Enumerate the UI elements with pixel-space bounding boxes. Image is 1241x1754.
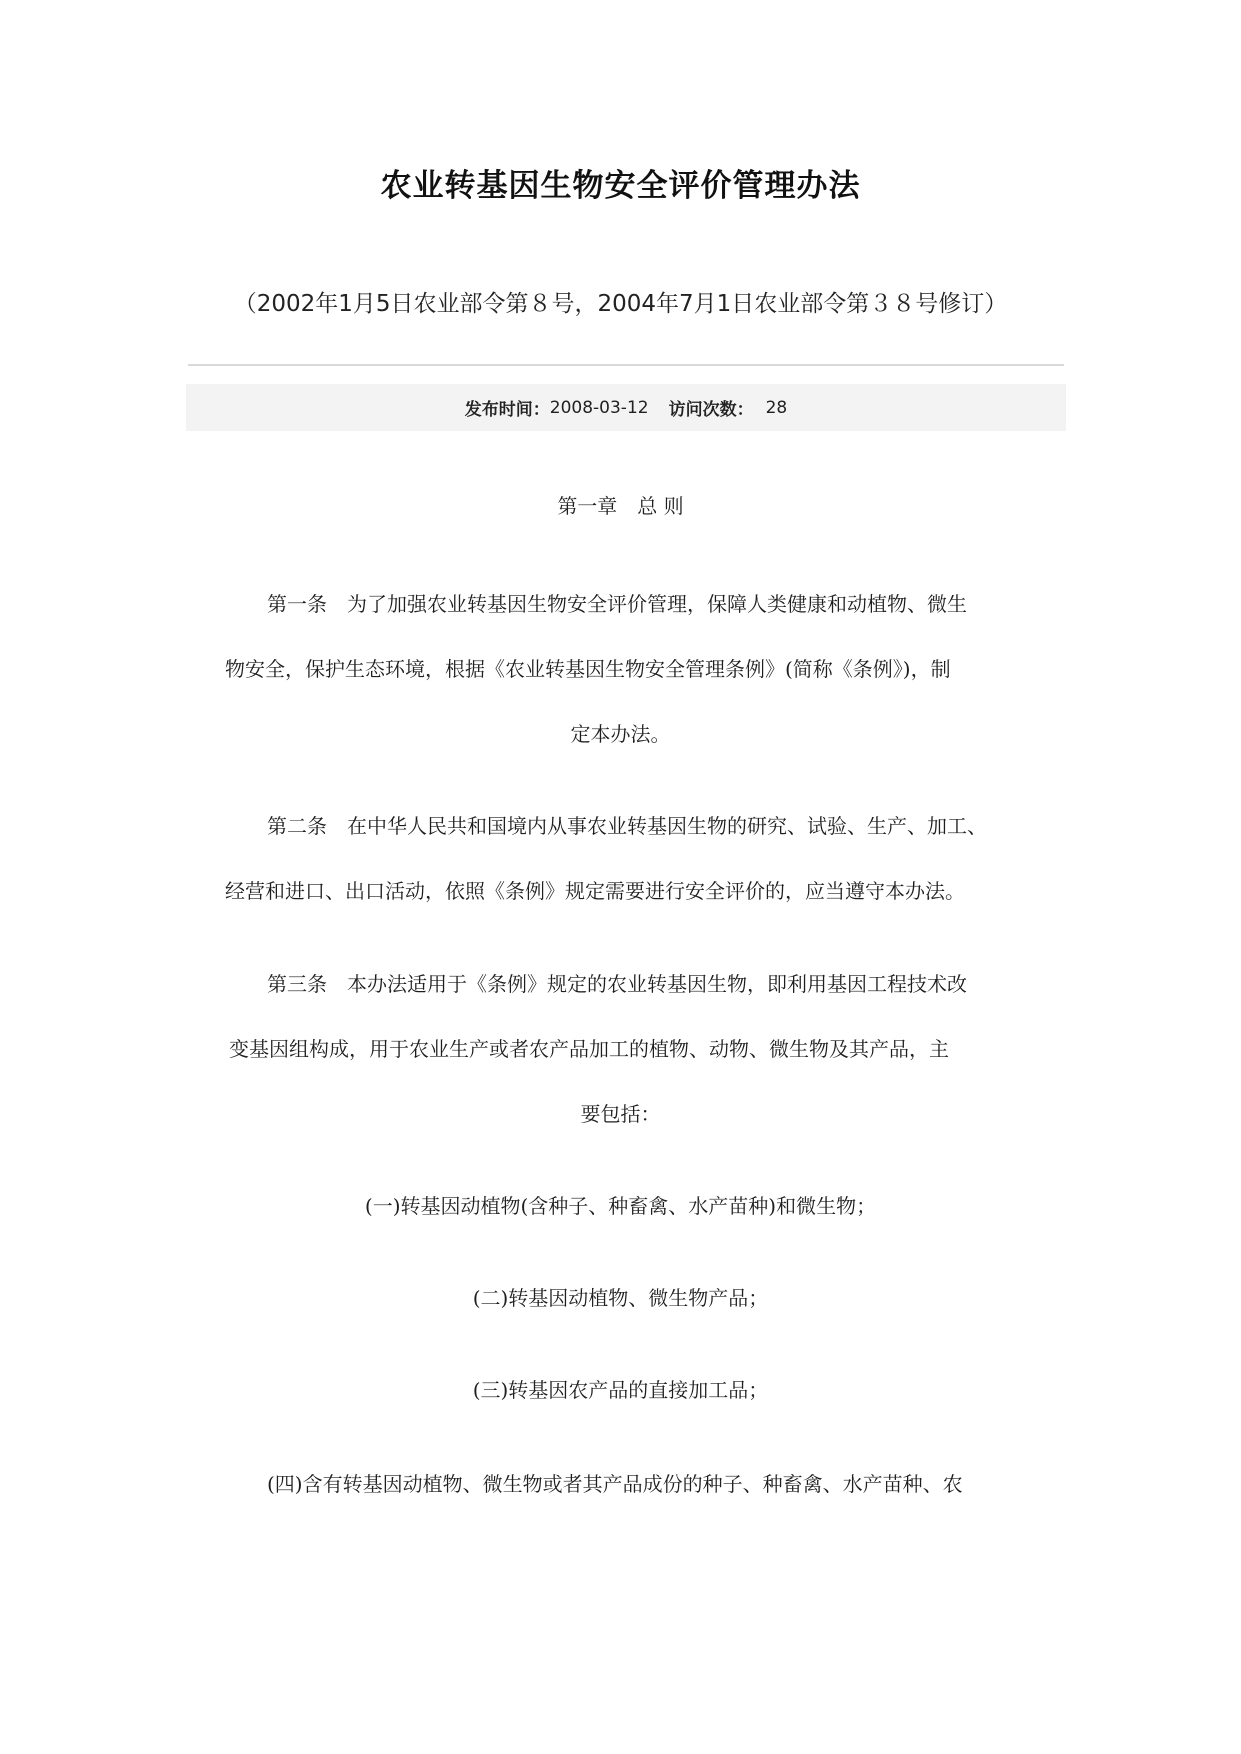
list-item-2: (二)转基因动植物、微生物产品； [472, 1286, 769, 1310]
chapter-heading: 第一章 总 则 [557, 494, 684, 518]
visits-label: 访问次数： [668, 400, 754, 420]
list-item-1: (一)转基因动植物(含种子、种畜禽、水产苗种)和微生物； [364, 1194, 877, 1218]
article-2-line-1: 第二条 在中华人民共和国境内从事农业转基因生物的研究、试验、生产、加工、 [267, 814, 987, 838]
article-3-line-3: 要包括： [580, 1102, 661, 1126]
article-2-line-2: 经营和进口、出口活动，依照《条例》规定需要进行安全评价的，应当遵守本办法。 [225, 879, 965, 903]
list-item-4: (四)含有转基因动植物、微生物或者其产品成份的种子、种畜禽、水产苗种、农 [267, 1472, 963, 1496]
publish-time-label: 发布时间： [464, 400, 550, 420]
article-1-line-1: 第一条 为了加强农业转基因生物安全评价管理，保障人类健康和动植物、微生 [267, 592, 967, 616]
article-1-line-2: 物安全，保护生态环境，根据《农业转基因生物安全管理条例》(简称《条例》)，制 [225, 657, 951, 681]
list-item-3: (三)转基因农产品的直接加工品； [472, 1378, 769, 1402]
document-title: 农业转基因生物安全评价管理办法 [380, 168, 861, 204]
divider [188, 364, 1064, 366]
document-subtitle: （2002年1月5日农业部令第８号，2004年7月1日农业部令第３８号修订） [233, 291, 1008, 317]
visits-count: 28 [765, 397, 788, 418]
article-3-line-1: 第三条 本办法适用于《条例》规定的农业转基因生物，即利用基因工程技术改 [267, 972, 967, 996]
meta-bar [186, 384, 1066, 431]
publish-date: 2008-03-12 [549, 397, 649, 418]
article-1-line-3: 定本办法。 [570, 722, 671, 746]
article-3-line-2: 变基因组构成，用于农业生产或者农产品加工的植物、动物、微生物及其产品，主 [229, 1037, 949, 1061]
